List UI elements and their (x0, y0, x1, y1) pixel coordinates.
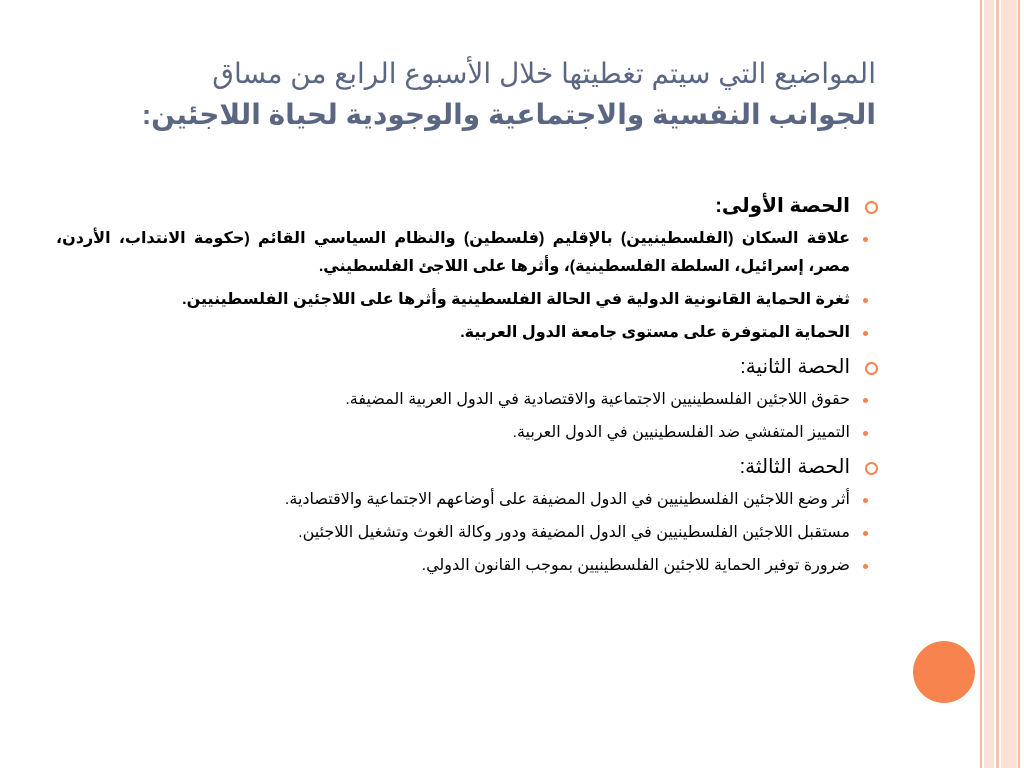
decorative-stripe (1018, 0, 1020, 768)
ring-bullet-icon (865, 362, 878, 375)
list-item (56, 225, 882, 281)
list-item-text: حقوق اللاجئين الفلسطينيين الاجتماعية والاقتصادية في الدول العربية المضيفة. (345, 391, 850, 408)
section-heading-third (56, 453, 882, 481)
list-item-text: علاقة السكان (الفلسطينيين) بالإقليم (فلسطين) والنظام السياسي القائم (حكومة الانتداب، الأردن، مصر، إسرائيل، السلطة الفلسطينية)، وأثرها على اللاجئ الفلسطيني. (56, 230, 850, 275)
list-item-text: ضرورة توفير الحماية للاجئين الفلسطينيين بموجب القانون الدولي. (421, 557, 850, 574)
list-item-text: الحماية المتوفرة على مستوى جامعة الدول العربية. (460, 324, 850, 341)
ring-bullet-icon (865, 462, 878, 475)
section-heading-text: الحصة الثالثة: (739, 456, 850, 478)
list-item (56, 286, 882, 314)
list-item (56, 419, 882, 447)
section-heading-text: الحصة الثانية: (740, 356, 850, 378)
section-heading-text: الحصة الأولى: (715, 195, 850, 217)
list-item-text: مستقبل اللاجئين الفلسطينيين في الدول المضيفة ودور وكالة الغوث وتشغيل اللاجئين. (298, 524, 850, 541)
dot-bullet-icon (863, 498, 868, 503)
dot-bullet-icon (863, 431, 868, 436)
dot-bullet-icon (863, 531, 868, 536)
dot-bullet-icon (863, 398, 868, 403)
list-item (56, 552, 882, 580)
list-item-text: ثغرة الحماية القانونية الدولية في الحالة الفلسطينية وأثرها على اللاجئين الفلسطينيين. (182, 291, 850, 308)
list-item (56, 386, 882, 414)
section-heading-second (56, 353, 882, 381)
title-line-1: المواضيع التي سيتم تغطيتها خلال الأسبوع الرابع من مساق (212, 58, 876, 89)
decorative-stripe (996, 0, 999, 768)
dot-bullet-icon (863, 298, 868, 303)
slide-content (56, 186, 882, 580)
ring-bullet-icon (865, 201, 878, 214)
dot-bullet-icon (863, 331, 868, 336)
list-item-text: التمييز المتفشي ضد الفلسطينيين في الدول العربية. (512, 424, 850, 441)
decorative-stripe (1001, 0, 1017, 768)
decorative-stripe (980, 0, 982, 768)
slide-title (60, 56, 876, 134)
decorative-stripe (984, 0, 994, 768)
list-item (56, 319, 882, 347)
section-heading-first (56, 192, 882, 220)
decorative-circle (913, 641, 975, 703)
list-item-text: أثر وضع اللاجئين الفلسطينيين في الدول المضيفة على أوضاعهم الاجتماعية والاقتصادية. (284, 491, 850, 508)
list-item (56, 519, 882, 547)
dot-bullet-icon (863, 564, 868, 569)
title-line-2: الجوانب النفسية والاجتماعية والوجودية لحياة اللاجئين: (141, 99, 876, 130)
dot-bullet-icon (863, 237, 868, 242)
list-item (56, 486, 882, 514)
